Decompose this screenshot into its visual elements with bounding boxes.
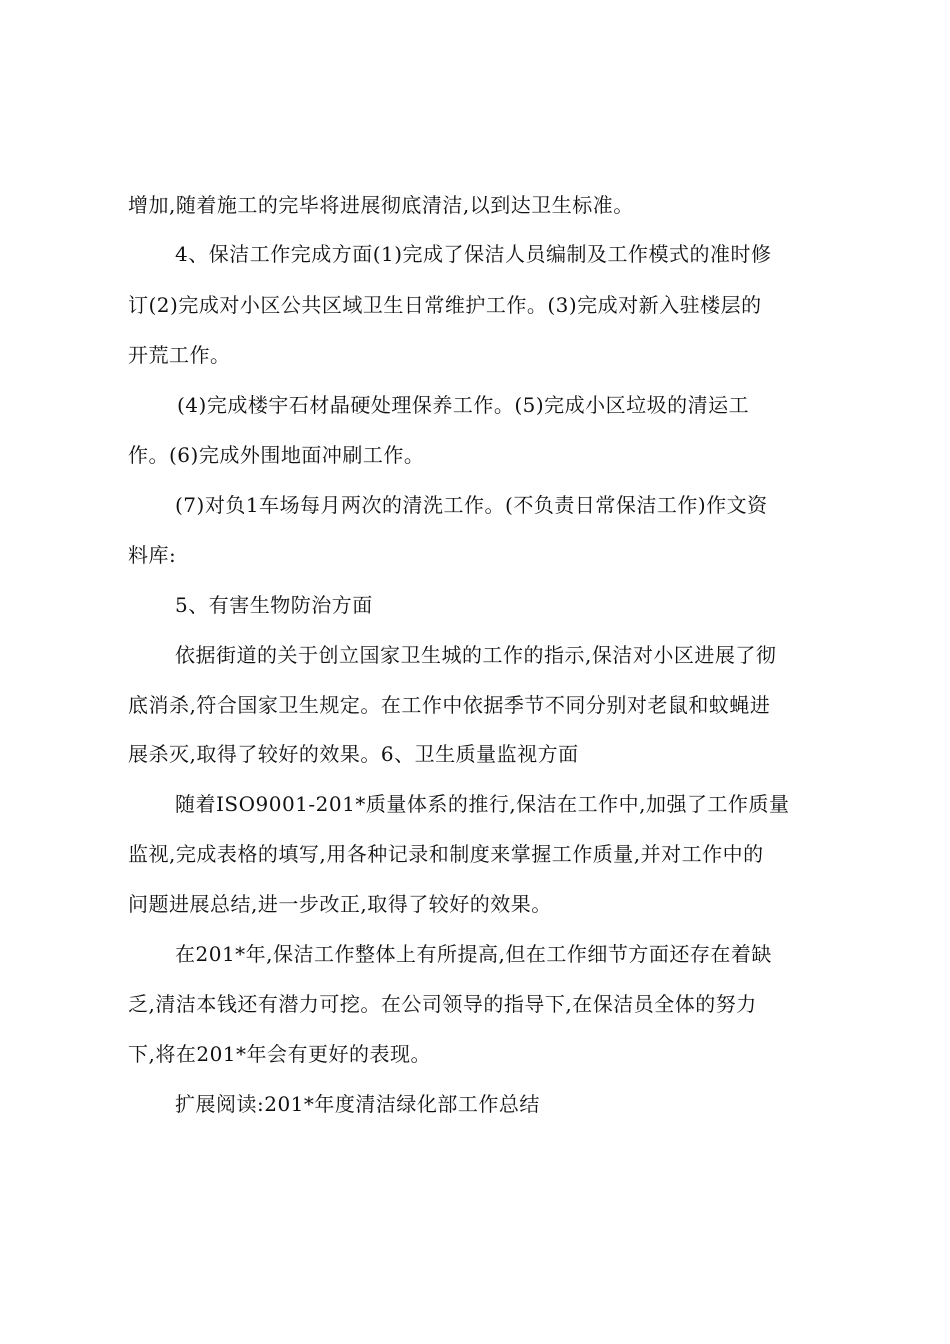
text-line: 在201*年,保洁工作整体上有所提高,但在工作细节方面还存在着缺 (175, 942, 772, 966)
text-line: 5、有害生物防治方面 (175, 593, 373, 617)
text-line: 订(2)完成对小区公共区域卫生日常维护工作。(3)完成对新入驻楼层的 (128, 293, 762, 317)
text-line: 依据街道的关于创立国家卫生城的工作的指示,保洁对小区进展了彻 (175, 643, 777, 667)
text-line: 扩展阅读:201*年度清洁绿化部工作总结 (175, 1092, 540, 1116)
text-line: 4、保洁工作完成方面(1)完成了保洁人员编制及工作模式的准时修 (175, 242, 772, 266)
text-line: 问题进展总结,进一步改正,取得了较好的效果。 (128, 892, 552, 916)
text-line: 开荒工作。 (128, 343, 231, 367)
text-line: 增加,随着施工的完毕将进展彻底清洁,以到达卫生标准。 (128, 193, 634, 217)
text-line: (7)对负1车场每月两次的清洗工作。(不负责日常保洁工作)作文资 (175, 493, 768, 517)
text-line: 底消杀,符合国家卫生规定。在工作中依据季节不同分别对老鼠和蚊蝇进 (128, 693, 771, 717)
text-line: 作。(6)完成外围地面冲刷工作。 (128, 443, 425, 467)
text-line: 下,将在201*年会有更好的表现。 (128, 1042, 432, 1066)
text-line: 料库: (128, 543, 177, 567)
text-line: 乏,清洁本钱还有潜力可挖。在公司领导的指导下,在保洁员全体的努力 (128, 992, 757, 1016)
text-line: 展杀灭,取得了较好的效果。6、卫生质量监视方面 (128, 742, 579, 766)
text-line: 监视,完成表格的填写,用各种记录和制度来掌握工作质量,并对工作中的 (128, 842, 764, 866)
text-line: 随着ISO9001-201*质量体系的推行,保洁在工作中,加强了工作质量 (175, 792, 790, 816)
text-line: (4)完成楼宇石材晶硬处理保养工作。(5)完成小区垃圾的清运工 (177, 393, 750, 417)
